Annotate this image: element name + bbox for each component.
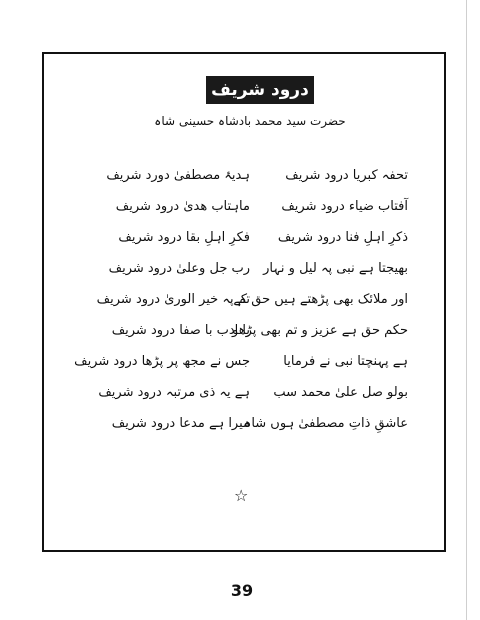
poem-line: تحفہ کبریا درود شریف — [285, 168, 408, 183]
poem-line: تم پہ خیر الوریٰ درود شریف — [96, 292, 250, 307]
poem-line: بھیجتا ہے نبی پہ لیل و نہار — [263, 261, 408, 276]
poem-line: آفتاب ضیاء درود شریف — [281, 199, 408, 214]
page-number: 39 — [230, 581, 254, 600]
page-edge-line — [466, 0, 467, 620]
poem-left-column — [74, 160, 250, 439]
poem-line: ہے پہنچتا نبی نے فرمایا — [283, 354, 408, 369]
poem-right-column — [232, 160, 408, 439]
poem-line: عاشقِ ذاتِ مصطفیٰ ہوں شاہ — [243, 416, 408, 431]
poem-line: فکرِ اہلِ بقا درود شریف — [118, 230, 250, 245]
poem-line: رب جل وعلیٰ درود شریف — [108, 261, 250, 276]
poem-line: اور ملائک بھی پڑھتے ہیں حق کے — [233, 292, 408, 307]
poem-line: ذکرِ اہلِ فنا درود شریف — [277, 230, 408, 245]
poem-line: میرا ہے مدعا درود شریف — [111, 416, 250, 431]
page-title: درود شریف — [211, 80, 309, 100]
poem-line: بولو صل علیٰ محمد سب — [273, 385, 408, 400]
title-banner — [206, 76, 314, 104]
poem-line: با ادب با صفا درود شریف — [111, 323, 250, 338]
poem-line: ہدیۂ مصطفیٰ دورد شریف — [106, 168, 250, 183]
poem-line: جس نے مجھ پر پڑھا درود شریف — [74, 354, 250, 369]
poem-line: ماہتاب ھدیٰ درود شریف — [115, 199, 250, 214]
poem-line: ہے یہ ذی مرتبہ درود شریف — [98, 385, 250, 400]
star-ornament-icon: ☆ — [234, 486, 249, 505]
poem-line: حکم حق ہے عزیز و تم بھی پڑھو — [232, 323, 408, 338]
author-line: حضرت سید محمد بادشاہ حسینی شاہ — [154, 114, 346, 128]
